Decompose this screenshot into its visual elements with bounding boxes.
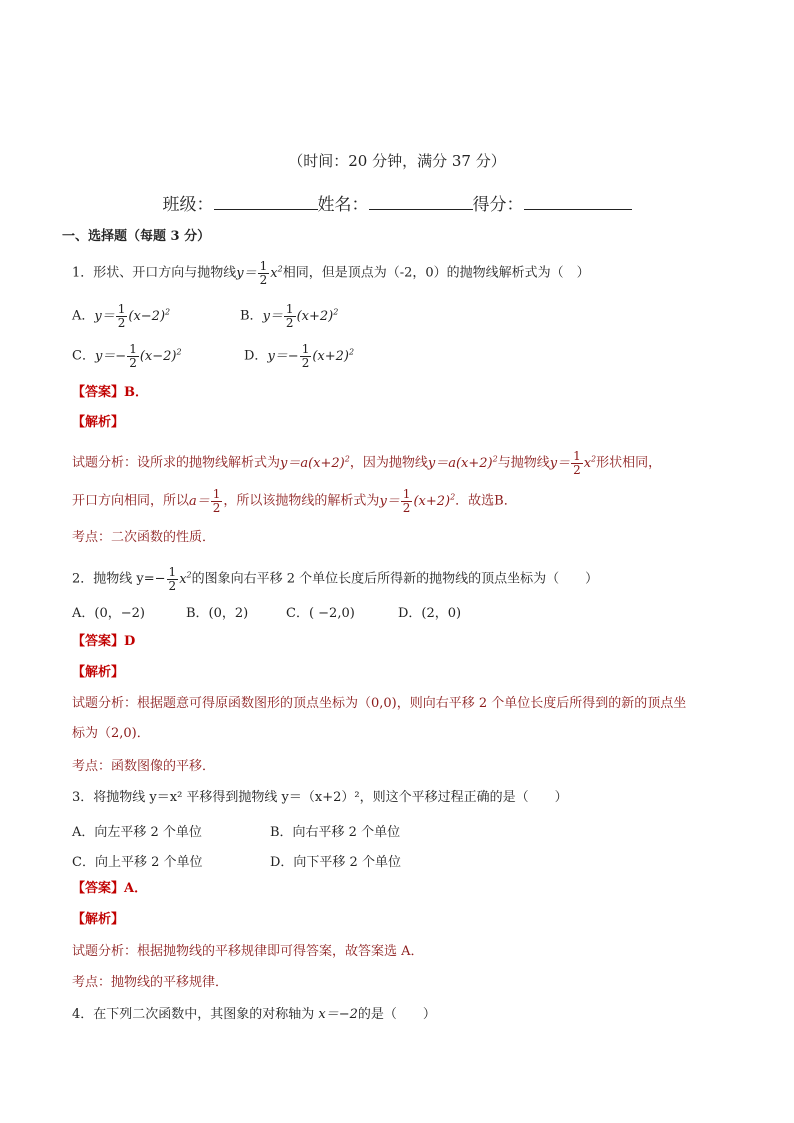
q1-analysis-line1: 试题分析：设所求的抛物线解析式为$y=a(x+2)^2$，因为抛物线$y=a(x+2)^2$与抛物线y＝ $\frac{1}{2}$ $x^2$形状相同， <box>72 449 662 477</box>
name-blank[interactable] <box>369 208 473 210</box>
q1-answer: 【答案】B． <box>72 385 148 400</box>
q3-option-a: A．向左平移 2 个单位 <box>72 825 202 840</box>
question-3: 3．将抛物线 y＝x² 平移得到抛物线 y＝（x+2）²，则这个平移过程正确的是（ ） <box>72 790 568 805</box>
q1-stem-suffix: 相同，但是顶点为（-2，0）的抛物线解析式为（ ） <box>282 265 590 281</box>
question-4: 4．在下列二次函数中，其图象的对称轴为 x＝−2的是（ ） <box>72 1007 436 1022</box>
q3-point: 考点：抛物线的平移规律． <box>72 975 229 990</box>
q3-option-c: C．向上平移 2 个单位 <box>72 855 203 870</box>
q1-formula: y＝ $\frac{1}{2}$ $x^2$ <box>236 259 283 287</box>
section-title: 一、选择题（每题 3 分） <box>62 229 211 244</box>
score-label: 得分： <box>472 195 524 215</box>
q1-point: 考点：二次函数的性质． <box>72 530 216 545</box>
q2-option-d: D．(2，0) <box>398 606 462 621</box>
q2-answer: 【答案】D <box>72 634 136 649</box>
class-blank[interactable] <box>214 208 318 210</box>
q1-option-b: B．y＝ $\frac{1}{2}$ $(x+2)^2$ <box>240 302 339 330</box>
q3-analysis-label: 【解析】 <box>72 912 125 927</box>
q3-answer: 【答案】A． <box>72 881 148 896</box>
q2-option-c: C．( −2,0) <box>286 606 355 621</box>
q1-option-a: A．y＝ $\frac{1}{2}$ $(x-2)^2$ <box>72 302 171 330</box>
q1-analysis-line2: 开口方向相同，所以a＝ $\frac{1}{2}$ ，所以该抛物线的解析式为y＝ $\frac{1}{2}$ $(x+2)^2$．故选B． <box>72 487 517 515</box>
q2-option-a: A．(0，−2) <box>72 606 145 621</box>
q3-option-b: B．向右平移 2 个单位 <box>270 825 401 840</box>
q1-stem-prefix: 1．形状、开口方向与抛物线 <box>72 265 237 281</box>
q2-analysis-line2: 标为（2,0)． <box>72 726 150 741</box>
q2-point: 考点：函数图像的平移． <box>72 759 216 774</box>
q1-option-c: C．y＝− $\frac{1}{2}$ $(x-2)^2$ <box>72 342 182 370</box>
q1-option-d: D．y＝− $\frac{1}{2}$ $(x+2)^2$ <box>244 342 355 370</box>
exam-subtitle: （时间：20 分钟，满分 37 分） <box>288 152 506 170</box>
question-1 <box>72 260 590 286</box>
score-blank[interactable] <box>524 208 632 210</box>
q2-stem-suffix: 的图象向右平移 2 个单位长度后所得新的抛物线的顶点坐标为（ ） <box>191 571 599 587</box>
q3-analysis-line1: 试题分析：根据抛物线的平移规律即可得答案，故答案选 A． <box>72 944 424 959</box>
q3-option-d: D．向下平移 2 个单位 <box>270 855 401 870</box>
student-info-row <box>0 190 794 215</box>
q1-analysis-label: 【解析】 <box>72 415 125 430</box>
class-label: 班级： <box>162 195 214 215</box>
q2-option-b: B．(0，2) <box>186 606 249 621</box>
q2-stem-prefix: 2．抛物线 y=− <box>72 571 166 587</box>
name-label: 姓名： <box>317 195 369 215</box>
q2-analysis-line1: 试题分析：根据题意可得原函数图形的顶点坐标为（0,0)，则向右平移 2 个单位长度后所得到的新的顶点坐 <box>72 696 687 711</box>
question-2: 2．抛物线 y=− $\frac{1}{2}$ $x^2$的图象向右平移 2 个单位长度后所得新的抛物线的顶点坐标为（ ） <box>72 565 599 593</box>
q2-analysis-label: 【解析】 <box>72 665 125 680</box>
